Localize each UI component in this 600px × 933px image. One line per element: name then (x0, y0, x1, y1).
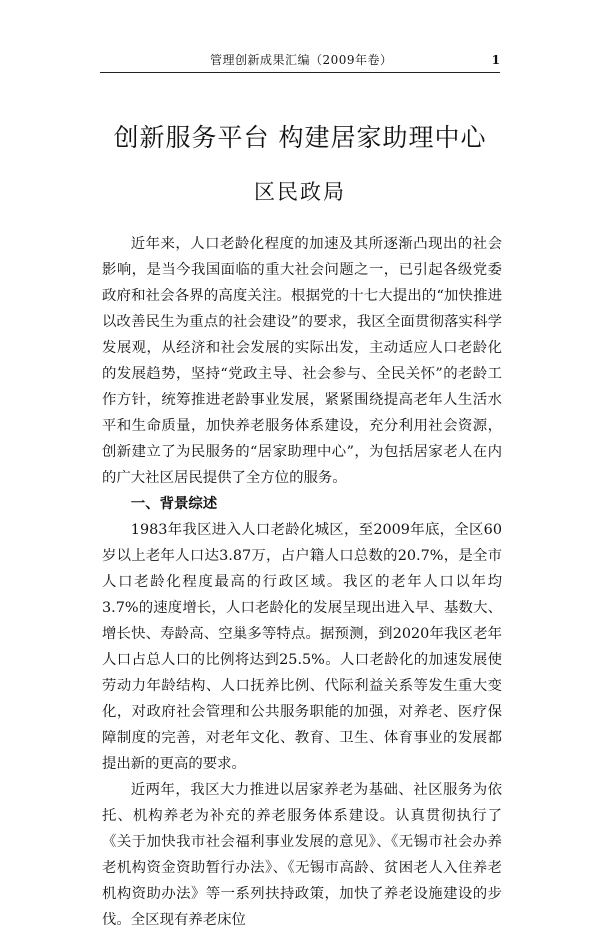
running-header-title: 管理创新成果汇编（2009年卷） (210, 53, 393, 67)
article-title: 创新服务平台 构建居家助理中心 (113, 123, 487, 152)
section-heading-background: 一、背景综述 (130, 495, 218, 512)
paragraph-intro: 近年来，人口老龄化程度的加速及其所逐渐凸现出的社会影响，是当今我国面临的重大社会问题之一，已引起各级党委政府和社会各界的高度关注。根据党的十七大提出的“加快推进以改善民生为重点的社会建设”的要求，我区全面贯彻落实科学发展观，从经济和社会发展的实际出发，主动适应人口老龄化的发展趋势，坚持“党政主导、社会参与、全民关怀”的老龄工作方针，统筹推进老龄事业发展，紧紧围绕提高老年人生活水平和生命质量，加快养老服务体系建设，充分利用社会资源，创新建立了为民服务的“居家助理中心”，为包括居家老人在内的广大社区居民提供了全方位的服务。 (102, 236, 502, 486)
article-author: 区民政局 (254, 180, 346, 204)
running-header (100, 52, 500, 74)
article-body (102, 231, 502, 928)
paragraph-background: 1983年我区进入人口老龄化城区，至2009年底，全区60岁以上老年人口达3.87万，占户籍人口总数的20.7%，是全市人口老龄化程度最高的行政区域。我区的老年人口以年均 3.7%的速度增长，人口老龄化的发展呈现出进入早、基数大、增长快、寿龄高、空巢多等特点。据预测，到2020年我区老年人口占总人口的比例将达到25.5%。人口老龄化的加速发展使劳动力年龄结构、人口抚养比例、代际利益关系等发生重大变化，对政府社会管理和公共服务职能的加强，对养老、医疗保障制度的完善，对老年文化、教育、卫生、体育事业的发展都提出新的更高的要求。 (102, 522, 502, 772)
header-rule (100, 72, 500, 73)
paragraph-recent-years: 近两年，我区大力推进以居家养老为基础、社区服务为依托、机构养老为补充的养老服务体系建设。认真贯彻执行了《关于加快我市社会福利事业发展的意见》、《无锡市社会办养老机构资金资助暂行办法》、《无锡市高龄、贫困老人入住养老机构资助办法》等一系列扶持政策，加快了养老设施建设的步伐。全区现有养老床位 (102, 782, 502, 928)
page-number: 1 (491, 53, 500, 67)
